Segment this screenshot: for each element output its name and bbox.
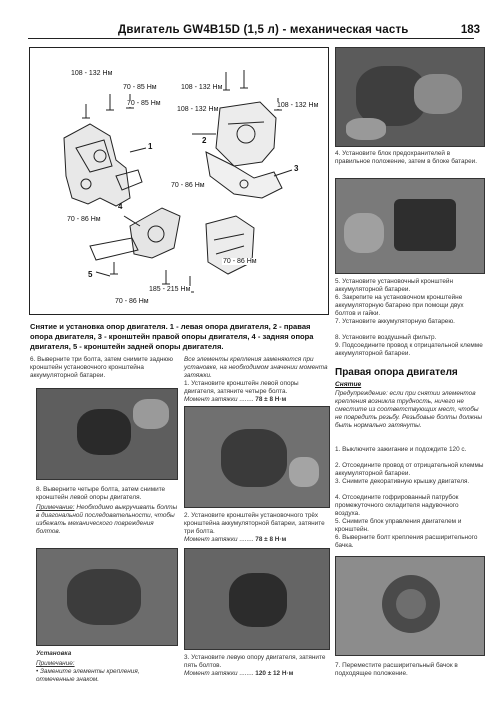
photo-expansion-tank [335, 556, 485, 656]
warning-text: Предупреждение: если при снятии элементов крепления возникла трудность, ничего не сместите из соответствующих мест, чтобы не повредить резьбу. Резьбовые болты должны быть нормально затянуты. [335, 390, 483, 429]
photo-battery-bracket-removal [36, 388, 178, 480]
torque-label: 185 - 215 Нм [149, 286, 191, 293]
step-text: 4. Отсоедините гофрированный патрубок промежуточного охладителя надувочного воздуха. [335, 494, 459, 517]
photo-left-mount-install [184, 406, 330, 508]
torque-label: 70 - 86 Нм [223, 258, 257, 265]
diagram-caption: Снятие и установка опор двигателя. 1 - левая опора двигателя, 2 - правая опора двигателя, 3 - кронштейн правой опоры двигателя, 4 - задняя опора двигателя, 5 - кронштейн задней опоры двигателя. [30, 322, 314, 351]
page-title: Двигатель GW4B15D (1,5 л) - механическая часть [118, 24, 409, 36]
torque-spec: Момент затяжки ........ 78 ± 8 Н·м [184, 396, 287, 403]
step-text: 7. Переместите расширительный бачок в подходящее положение. [335, 662, 458, 677]
section-title: Правая опора двигателя [335, 367, 458, 378]
callout-number: 2 [202, 136, 207, 145]
step-text: 8. Выверните четыре болта, затем снимите кронштейн левой опоры двигателя. [36, 486, 166, 501]
note-text: Примечание: [36, 660, 75, 667]
step-text: 3. Установите левую опору двигателя, затяните пять болтов. [184, 654, 326, 669]
subhead-removal: Снятие [335, 381, 362, 388]
step-text: 9. Подсоедините провод к отрицательной клемме аккумуляторной батареи. [335, 342, 483, 357]
step-text: 6. Выверните болт крепления расширительного бачка. [335, 534, 478, 549]
step-text: 2. Отсоедините провод от отрицательной клеммы аккумуляторной батареи. [335, 462, 484, 477]
photo-fuse-box [335, 47, 485, 147]
step-text: 6. Закрепите на установочном кронштейне аккумуляторную батарею при помощи двух болтов и гайки. [335, 294, 464, 317]
step-text: 7. Установите аккумуляторную батарею. [335, 318, 455, 325]
step-text: 2. Установите кронштейн установочного трёх кронштейна аккумуляторной батареи, затяните три болта. [184, 512, 325, 535]
step-text: 5. Снимите блок управления двигателем и кронштейн. [335, 518, 462, 533]
step-text: 8. Установите воздушный фильтр. [335, 334, 437, 341]
page-header [0, 0, 500, 40]
torque-label: 70 - 86 Нм [171, 182, 205, 189]
step-text: 1. Выключите зажигание и подождите 120 с. [335, 446, 467, 453]
torque-label: 70 - 85 Нм [123, 84, 157, 91]
torque-label: 108 - 132 Нм [181, 84, 223, 91]
torque-label: 108 - 132 Нм [71, 70, 113, 77]
note-text: • Замените элементы крепления, отмеченные знаком. [36, 668, 140, 683]
callout-number: 5 [88, 270, 93, 279]
torque-spec: Момент затяжки ........ 78 ± 8 Н·м [184, 536, 287, 543]
page-number: 183 [460, 24, 480, 36]
torque-label: 108 - 132 Нм [177, 106, 219, 113]
torque-label: 70 - 86 Нм [115, 298, 149, 305]
note-text: Примечание: Необходимо выкручивать болты в диагональной последовательности, чтобы избежать механического повреждения болтов. [36, 504, 178, 535]
callout-number: 3 [294, 164, 299, 173]
step-text: 5. Установите установочный кронштейн аккумуляторной батареи. [335, 278, 453, 293]
torque-label: 70 - 85 Нм [127, 100, 161, 107]
torque-spec: Момент затяжки ........ 120 ± 12 Н·м [184, 670, 294, 677]
step-text: 6. Выверните три болта, затем снимите заднюю кронштейн установочного кронштейна аккумуляторной батареи. [30, 356, 173, 379]
step-text: 1. Установите кронштейн левой опоры двигателя, затяните четыре болта. [184, 380, 299, 395]
callout-number: 4 [118, 202, 123, 211]
step-text: 3. Снимите декоративную крышку двигателя. [335, 478, 470, 485]
torque-label: 70 - 86 Нм [67, 216, 101, 223]
photo-battery-bracket-install [184, 548, 330, 650]
photo-left-mount-bracket [36, 548, 178, 646]
header-rule [28, 38, 474, 39]
step-text: 4. Установите блок предохранителей в правильное положение, затем в блоке батареи. [335, 150, 478, 165]
subhead-install: Установка [36, 650, 72, 657]
callout-number: 1 [148, 142, 153, 151]
engine-mounts-diagram [29, 47, 329, 315]
photo-battery-bracket [335, 178, 485, 274]
note-text: Все элементы крепления заменяются при установке, на необходимом значении момента затяжки. [184, 356, 328, 379]
torque-label: 108 - 132 Нм [277, 102, 319, 109]
